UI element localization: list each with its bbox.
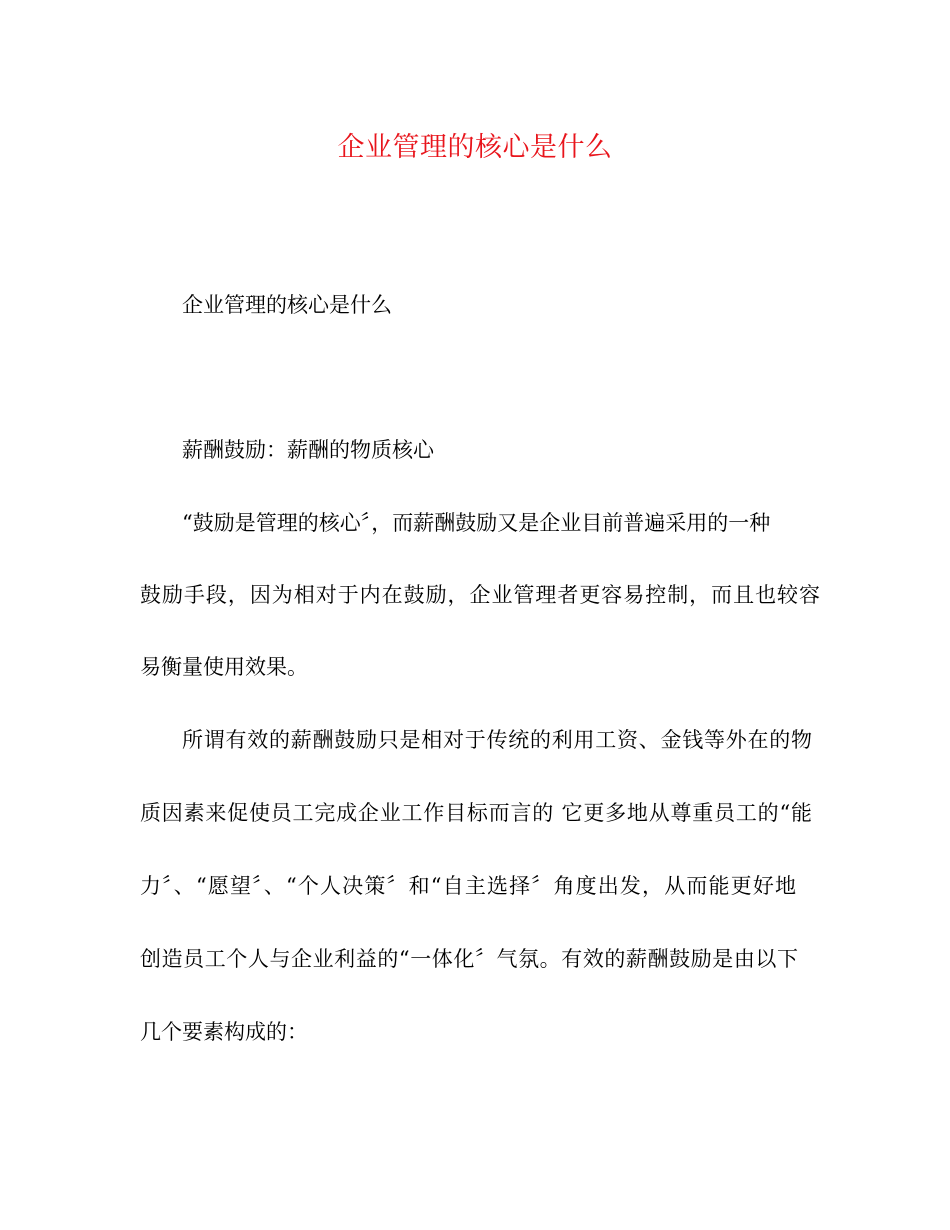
subtitle-line: 企业管理的核心是什么 [182, 293, 392, 317]
paragraph-1-line-2: 鼓励手段，因为相对于内在鼓励，企业管理者更容易控制，而且也较容 [140, 583, 820, 607]
paragraph-2-line-4: 创造员工个人与企业利益的“一体化〞气氛。有效的薪酬鼓励是由以下 [140, 947, 798, 971]
paragraph-2-line-1: 所谓有效的薪酬鼓励只是相对于传统的利用工资、金钱等外在的物 [182, 728, 812, 752]
paragraph-1-line-1: “鼓励是管理的核心〞，而薪酬鼓励又是企业目前普遍采用的一种 [182, 511, 771, 535]
paragraph-2-line-3: 力〞、“愿望〞、“个人决策〞和“自主选择〞角度出发，从而能更好地 [140, 874, 796, 898]
paragraph-2-line-2: 质因素来促使员工完成企业工作目标而言的 它更多地从尊重员工的“能 [140, 801, 812, 825]
paragraph-1-line-3: 易衡量使用效果。 [140, 655, 308, 679]
section-heading: 薪酬鼓励：薪酬的物质核心 [182, 438, 434, 462]
document-title: 企业管理的核心是什么 [337, 132, 613, 163]
paragraph-2-line-5: 几个要素构成的： [140, 1020, 308, 1044]
